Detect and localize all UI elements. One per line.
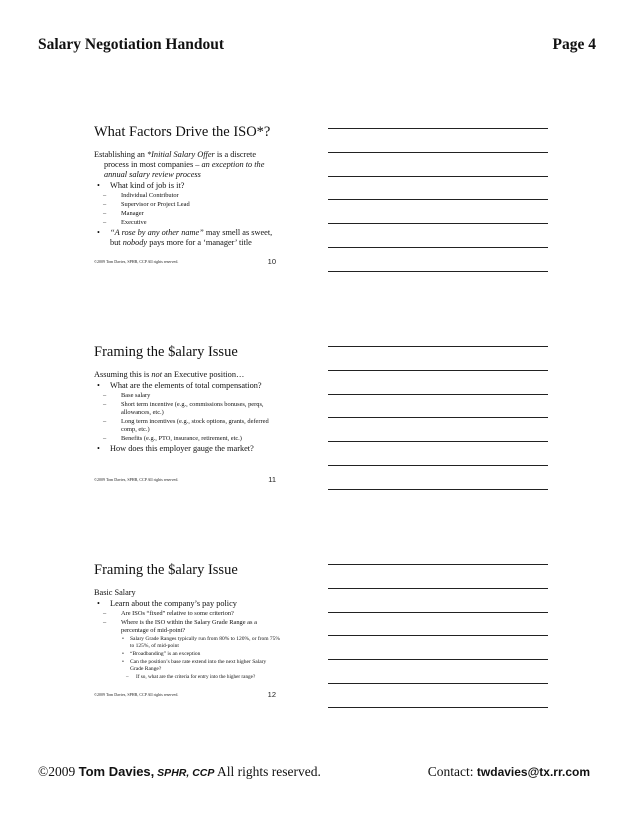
page-number: Page 4 <box>552 36 596 53</box>
note-line <box>328 707 548 708</box>
sub-sub-bullet: • Can the position’s base rate extend into the next higher Salary Grade Range? <box>118 659 280 673</box>
sub-bullet: – Short term incentive (e.g., commissions bonuses, perqs, allowances, etc.) <box>103 401 280 417</box>
note-line <box>328 659 548 660</box>
author-name: Tom Davies, <box>78 764 155 779</box>
note-line <box>328 152 548 153</box>
note-line <box>328 176 548 177</box>
slide-number: 11 <box>268 475 276 484</box>
slide-12 <box>94 562 280 704</box>
note-line <box>328 346 548 347</box>
note-line <box>328 199 548 200</box>
slide-copyright: ©2009 Tom Davies, SPHR, CCP All rights reserved. <box>94 692 179 697</box>
bullet: • What kind of job is it? <box>94 181 280 191</box>
slide-copyright: ©2009 Tom Davies, SPHR, CCP All rights reserved. <box>94 477 179 482</box>
sub-bullet: – Benefits (e.g., PTO, insurance, retirement, etc.) <box>103 435 280 443</box>
slide-title: Framing the $alary Issue <box>94 344 238 360</box>
note-line <box>328 441 548 442</box>
sub-bullet: – Manager <box>103 210 280 218</box>
note-line <box>328 128 548 129</box>
notes-lines-10 <box>328 128 548 295</box>
notes-lines-11 <box>328 346 548 513</box>
note-line <box>328 635 548 636</box>
slide-title: What Factors Drive the ISO*? <box>94 124 271 140</box>
slide-11 <box>94 344 280 486</box>
slide-intro: Establishing an *Initial Salary Offer is a discrete process in most companies – an exception to the annual salary review process <box>94 150 265 179</box>
contact-info: Contact: twdavies@tx.rr.com <box>427 764 590 779</box>
note-line <box>328 612 548 613</box>
bullet: • “A rose by any other name” may smell as sweet, but nobody pays more for a ‘manager’ title <box>94 228 280 248</box>
sub-bullet: – Supervisor or Project Lead <box>103 201 280 209</box>
author-credentials: SPHR, CCP <box>154 767 215 779</box>
note-line <box>328 247 548 248</box>
sub-bullet: – Long term incentives (e.g., stock options, grants, deferred comp, etc.) <box>103 418 280 434</box>
bullet: • Learn about the company’s pay policy <box>94 599 280 609</box>
note-line <box>328 417 548 418</box>
note-line <box>328 370 548 371</box>
slide-title: Framing the $alary Issue <box>94 562 238 578</box>
contact-email: twdavies@tx.rr.com <box>476 765 590 779</box>
slide-number: 10 <box>267 257 276 266</box>
sub-bullet: – Base salary <box>103 392 280 400</box>
notes-lines-12 <box>328 564 548 731</box>
slide-10 <box>94 124 280 266</box>
sub-sub-bullet: • “Broadbanding” is an exception <box>118 651 280 658</box>
slide-number: 12 <box>267 690 276 699</box>
note-line <box>328 489 548 490</box>
bullet: • What are the elements of total compensation? <box>94 381 280 391</box>
sub-bullet: – Where is the ISO within the Salary Grade Range as a percentage of mid-point? <box>103 619 280 635</box>
sub-sub-bullet: • Salary Grade Ranges typically run from 80% to 120%, or from 75% to 125%, of mid-point <box>118 636 280 650</box>
note-line <box>328 465 548 466</box>
note-line <box>328 588 548 589</box>
slide-intro: Basic Salary <box>94 588 136 597</box>
sub-bullet: – Individual Contributor <box>103 192 280 200</box>
note-line <box>328 683 548 684</box>
slide-intro: Assuming this is not an Executive position… <box>94 370 245 379</box>
note-line <box>328 564 548 565</box>
page-copyright: ©2009 Tom Davies, SPHR, CCP All rights reserved. <box>38 764 321 779</box>
handout-title: Salary Negotiation Handout <box>38 36 225 53</box>
sub-bullet: – Executive <box>103 219 280 227</box>
slide-copyright: ©2009 Tom Davies, SPHR, CCP All rights reserved. <box>94 259 179 264</box>
note-line <box>328 394 548 395</box>
note-line <box>328 223 548 224</box>
sub-bullet: – Are ISOs “fixed” relative to some criterion? <box>103 610 280 618</box>
note-line <box>328 271 548 272</box>
bullet: • How does this employer gauge the market? <box>94 444 280 454</box>
sub-sub-sub-bullet: – If so, what are the criteria for entry into the higher range? <box>122 674 280 681</box>
